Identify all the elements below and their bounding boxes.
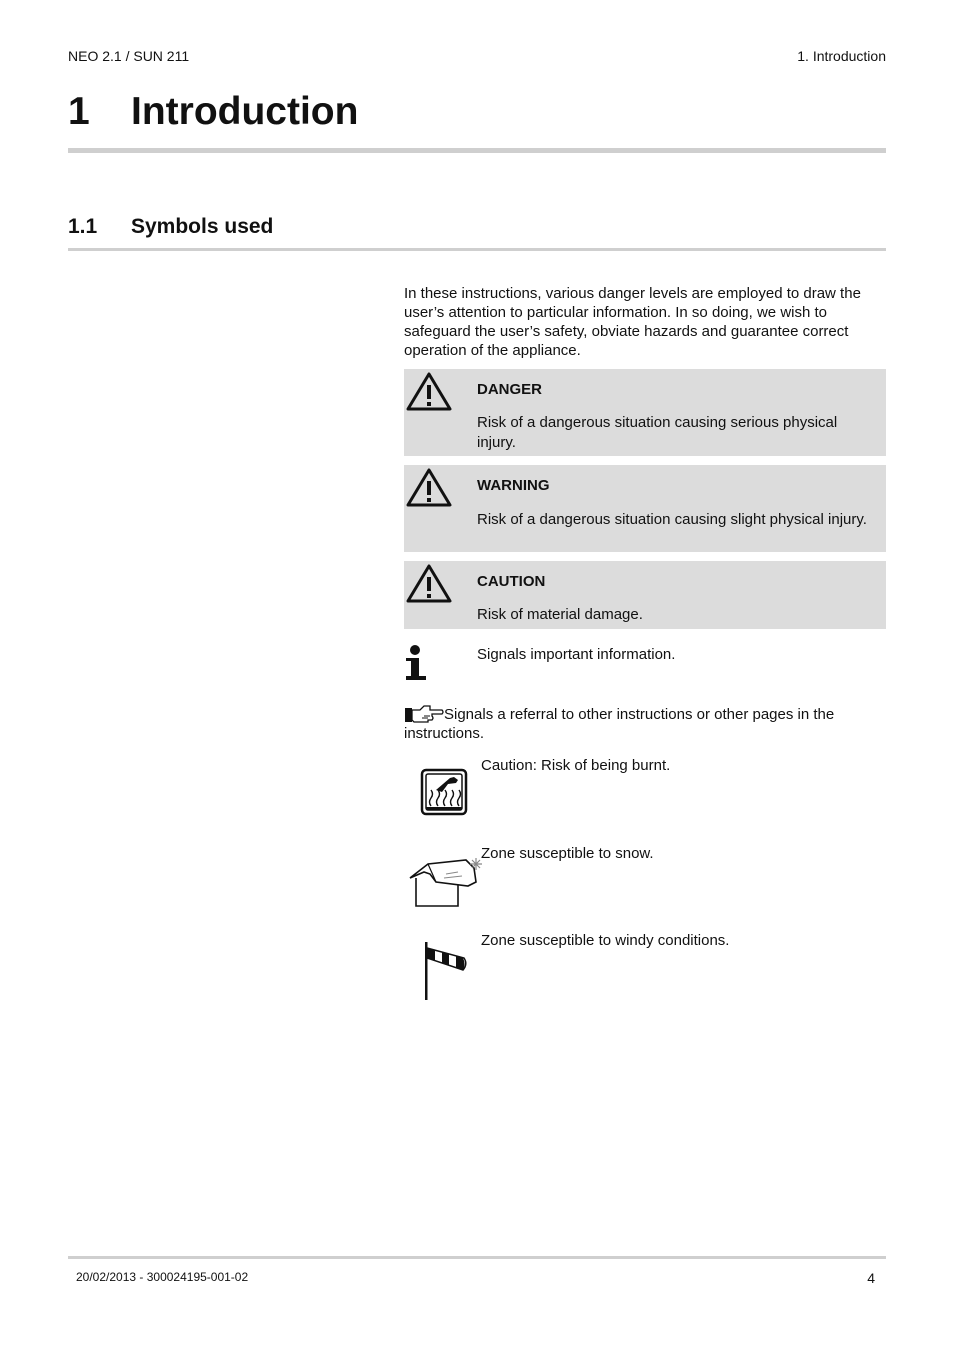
snow-roof-icon	[406, 852, 484, 910]
burn-text: Caution: Risk of being burnt.	[481, 757, 671, 774]
chapter-number: 1	[68, 90, 90, 133]
warning-triangle-icon	[406, 371, 452, 411]
wind-text: Zone susceptible to windy conditions.	[481, 932, 730, 949]
running-header-left: NEO 2.1 / SUN 211	[68, 48, 190, 64]
hot-surface-icon	[420, 768, 468, 816]
section-heading	[68, 215, 273, 239]
warning-notice	[404, 465, 886, 552]
danger-notice	[404, 369, 886, 456]
warning-title: WARNING	[477, 477, 550, 494]
danger-text: Risk of a dangerous situation causing serious physical injury.	[477, 414, 838, 451]
section-rule	[68, 248, 886, 251]
chapter-title: Introduction	[131, 90, 359, 133]
windsock-icon	[420, 940, 470, 1002]
warning-text: Risk of a dangerous situation causing slight physical injury.	[477, 511, 867, 528]
warning-triangle-icon	[406, 563, 452, 603]
running-header-right: 1. Introduction	[797, 48, 886, 64]
caution-title: CAUTION	[477, 573, 546, 590]
chapter-heading	[68, 90, 358, 134]
page-number: 4	[867, 1270, 875, 1286]
info-text: Signals important information.	[477, 646, 676, 663]
section-title: Symbols used	[131, 215, 274, 238]
info-icon	[404, 645, 428, 681]
footer-document-ref: 20/02/2013 - 300024195-001-02	[76, 1270, 249, 1284]
section-number: 1.1	[68, 215, 98, 238]
danger-title: DANGER	[477, 381, 543, 398]
intro-paragraph: In these instructions, various danger levels are employed to draw the user’s attention to particular information. In so doing, we wish to safeguard the user’s safety, obviate hazards and guarantee correct operation of the appliance.	[404, 285, 861, 359]
snow-text: Zone susceptible to snow.	[481, 845, 654, 862]
chapter-rule	[68, 148, 886, 153]
caution-notice	[404, 561, 886, 629]
referral-text: Signals a referral to other instructions or other pages in the instructions.	[404, 706, 835, 742]
warning-triangle-icon	[406, 467, 452, 507]
pointing-hand-icon	[404, 704, 444, 724]
caution-text: Risk of material damage.	[477, 606, 643, 623]
footer-rule	[68, 1256, 886, 1259]
